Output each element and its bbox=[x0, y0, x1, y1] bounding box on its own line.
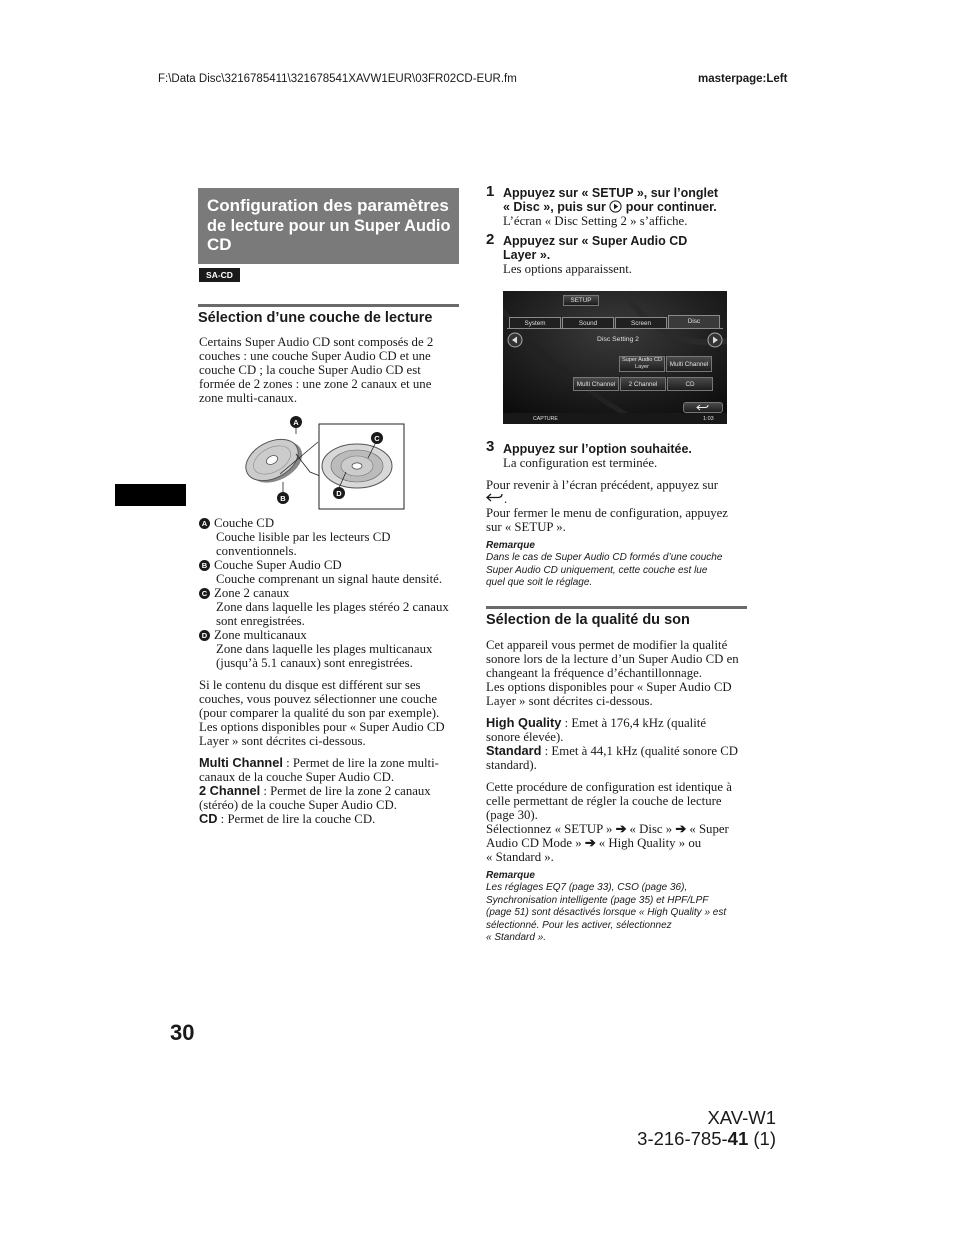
text-line: formée de 2 zones : une zone 2 canaux et une bbox=[199, 377, 432, 391]
step-1 bbox=[503, 186, 718, 228]
arrow-icon: ➔ bbox=[675, 821, 687, 836]
legend-title: Couche Super Audio CD bbox=[214, 558, 342, 572]
step-text: « Disc », puis sur bbox=[503, 200, 610, 214]
path-text: « Disc » bbox=[626, 822, 676, 836]
step-2-number: 2 bbox=[486, 231, 495, 248]
sacd-layer-label bbox=[619, 357, 665, 370]
legend-item bbox=[199, 558, 449, 586]
step-2-instruction: Appuyez sur « Super Audio CD bbox=[503, 234, 688, 248]
text-line: changeant la fréquence d’échantillonnage. bbox=[486, 666, 703, 680]
part-number-suffix: (1) bbox=[748, 1128, 776, 1149]
legend-marker: B bbox=[199, 560, 210, 571]
step-3-number: 3 bbox=[486, 438, 495, 455]
disc-side-view bbox=[240, 431, 309, 491]
arrow-icon: ➔ bbox=[615, 821, 627, 836]
legend-title: Couche CD bbox=[214, 516, 275, 530]
legend-marker: C bbox=[199, 588, 210, 599]
legend-list bbox=[199, 516, 449, 670]
step-2-instruction: Layer ». bbox=[503, 248, 551, 262]
path-text: Audio CD Mode » bbox=[486, 836, 585, 850]
setup-label: SETUP bbox=[570, 297, 592, 304]
legend-desc: Zone dans laquelle les plages stéréo 2 canaux bbox=[216, 600, 449, 614]
text-line: Si le contenu du disque est différent sur ses bbox=[199, 678, 421, 692]
option-cd bbox=[199, 812, 439, 826]
back-icon-line: . bbox=[486, 492, 728, 506]
legend-desc: (jusqu’à 5.1 canaux) sont enregistrées. bbox=[216, 656, 413, 670]
option-text: : Emet à 176,4 kHz (qualité bbox=[561, 716, 707, 730]
note-1-title: Remarque bbox=[486, 540, 535, 551]
part-number-prefix: 3-216-785- bbox=[637, 1128, 728, 1149]
section-rule bbox=[486, 606, 747, 609]
file-path: F:\Data Disc\3216785411\321678541XAVW1EUR\03FR02CD-EUR.fm bbox=[158, 73, 517, 85]
layer-options bbox=[199, 756, 439, 826]
legend-marker: A bbox=[199, 518, 210, 529]
option-text: canaux de la couche Super Audio CD. bbox=[199, 770, 395, 784]
note-line: (page 51) sont désactivés lorsque « High Quality » est bbox=[486, 907, 727, 918]
note-line: quel que soit le réglage. bbox=[486, 577, 593, 588]
callout-c-label: C bbox=[374, 434, 380, 443]
text-line: Cette procédure de configuration est identique à bbox=[486, 780, 732, 794]
quality-options bbox=[486, 716, 738, 772]
option-high-quality bbox=[486, 716, 738, 730]
path-text: « Standard ». bbox=[486, 850, 554, 864]
selection-path bbox=[486, 822, 732, 836]
path-text: « Super bbox=[686, 822, 729, 836]
model-name: XAV-W1 bbox=[707, 1107, 776, 1128]
option-term: Standard bbox=[486, 743, 542, 758]
selection-path bbox=[486, 836, 732, 850]
screen-heading: Disc Setting 2 bbox=[597, 336, 639, 343]
note-2 bbox=[486, 882, 726, 945]
option-text: : Permet de lire la zone 2 canaux bbox=[260, 784, 431, 798]
tab-screen-label: Screen bbox=[631, 320, 651, 327]
option-text: : Permet de lire la couche CD. bbox=[217, 812, 376, 826]
text-line: Les options disponibles pour « Super Audio CD bbox=[199, 720, 445, 734]
option-text: : Emet à 44,1 kHz (qualité sonore CD bbox=[541, 744, 738, 758]
quality-paragraph bbox=[486, 638, 739, 708]
tab-sound-label: Sound bbox=[578, 320, 598, 327]
text-line: Pour fermer le menu de configuration, appuyez bbox=[486, 506, 728, 520]
intro-paragraph bbox=[199, 335, 433, 405]
part-number bbox=[560, 1128, 776, 1150]
tab-disc-label: Disc bbox=[687, 318, 701, 325]
option-multi-channel bbox=[199, 756, 439, 770]
arrow-icon: ➔ bbox=[584, 835, 596, 850]
clock-display: 1:03 bbox=[703, 416, 714, 422]
callout-d-label: D bbox=[336, 489, 342, 498]
step-2-result: Les options apparaissent. bbox=[503, 262, 633, 276]
text-line: Layer » sont décrites ci-dessous. bbox=[199, 734, 366, 748]
tab-underline bbox=[507, 328, 723, 329]
option-text: (stéréo) de la couche Super Audio CD. bbox=[199, 798, 397, 812]
legend-marker: D bbox=[199, 630, 210, 641]
text-line: couche CD ; la couche Super Audio CD est bbox=[199, 363, 421, 377]
legend-desc: conventionnels. bbox=[216, 544, 297, 558]
note-line: « Standard ». bbox=[486, 932, 547, 943]
option-term: Multi Channel bbox=[199, 755, 283, 770]
text-line: celle permettant de régler la couche de lecture bbox=[486, 794, 722, 808]
text-line: (pour comparer la qualité du son par exemple). bbox=[199, 706, 440, 720]
tab-system-label: System bbox=[524, 320, 546, 327]
text-line: Cet appareil vous permet de modifier la qualité bbox=[486, 638, 728, 652]
step-3 bbox=[503, 442, 692, 470]
step-2 bbox=[503, 234, 687, 276]
capture-label: CAPTURE bbox=[533, 416, 558, 422]
sacd-layer-label-line: Layer bbox=[635, 363, 649, 370]
step-3-result: La configuration est terminée. bbox=[503, 456, 658, 470]
path-text: Sélectionnez « SETUP » bbox=[486, 822, 616, 836]
callout-a-label: A bbox=[293, 418, 299, 427]
side-tab-marker bbox=[115, 484, 186, 506]
masterpage-label: masterpage:Left bbox=[698, 73, 788, 85]
option-standard bbox=[486, 744, 738, 758]
note-line: Super Audio CD uniquement, cette couche est lue bbox=[486, 564, 708, 576]
text-line: Certains Super Audio CD sont composés de 2 bbox=[199, 335, 434, 349]
text-line: Pour revenir à l’écran précédent, appuyez sur bbox=[486, 478, 719, 492]
note-1 bbox=[486, 552, 722, 590]
note-2-title: Remarque bbox=[486, 870, 535, 881]
note-line: Dans le cas de Super Audio CD formés d’une couche bbox=[486, 552, 723, 563]
return-paragraph bbox=[486, 478, 728, 534]
procedure-paragraph bbox=[486, 780, 732, 864]
disc-top-view bbox=[322, 444, 392, 488]
legend-item bbox=[199, 516, 449, 558]
path-text: « High Quality » ou bbox=[595, 836, 702, 850]
disc-setting-screen bbox=[503, 291, 727, 424]
option-term: 2 Channel bbox=[199, 783, 261, 798]
option-term: High Quality bbox=[486, 715, 562, 730]
chapter-title-line: CD bbox=[207, 235, 232, 254]
legend-desc: sont enregistrées. bbox=[216, 614, 305, 628]
sacd-layer-value-label: Multi Channel bbox=[669, 361, 709, 368]
legend-desc: Couche lisible par les lecteurs CD bbox=[216, 530, 391, 544]
option-2-channel-label: 2 Channel bbox=[628, 381, 658, 388]
legend-desc: Couche comprenant un signal haute densité. bbox=[216, 572, 443, 586]
section-title: Sélection d’une couche de lecture bbox=[198, 310, 433, 326]
legend-title: Zone multicanaux bbox=[214, 628, 307, 642]
legend-item bbox=[199, 628, 449, 670]
note-line: Les réglages EQ7 (page 33), CSO (page 36), bbox=[486, 882, 688, 893]
sacd-layer-label-line: Super Audio CD bbox=[621, 357, 663, 363]
option-text: sonore élevée). bbox=[486, 730, 564, 744]
chapter-title bbox=[198, 188, 459, 264]
step-1-result: L’écran « Disc Setting 2 » s’affiche. bbox=[503, 214, 688, 228]
step-1-number: 1 bbox=[486, 183, 495, 200]
section-2-title: Sélection de la qualité du son bbox=[486, 612, 690, 628]
note-line: Synchronisation intelligente (page 35) et HPF/LPF bbox=[486, 894, 709, 906]
text-line: couches, vous pouvez sélectionner une couche bbox=[199, 692, 438, 706]
chapter-title-line: Configuration des paramètres bbox=[207, 196, 449, 215]
section-rule bbox=[198, 304, 459, 307]
option-multi-channel-label: Multi Channel bbox=[576, 381, 616, 388]
option-cd-label: CD bbox=[685, 381, 695, 388]
option-2-channel bbox=[199, 784, 439, 798]
step-3-instruction: Appuyez sur l’option souhaitée. bbox=[503, 442, 692, 456]
callout-b-label: B bbox=[280, 494, 286, 503]
legend-item bbox=[199, 586, 449, 628]
part-number-bold: 41 bbox=[727, 1128, 749, 1149]
text-line: couches : une couche Super Audio CD et une bbox=[199, 349, 431, 363]
step-text: pour continuer. bbox=[622, 200, 717, 214]
note-line: sélectionné. Pour les activer, sélectionnez bbox=[486, 919, 672, 931]
legend-title: Zone 2 canaux bbox=[214, 586, 290, 600]
back-arrow-icon bbox=[696, 403, 710, 412]
text-line: zone multi-canaux. bbox=[199, 391, 298, 405]
next-page-icon[interactable] bbox=[707, 332, 723, 348]
layer-paragraph bbox=[199, 678, 445, 748]
text-line: sonore lors de la lecture d’un Super Audio CD en bbox=[486, 652, 739, 666]
chapter-title-line: de lecture pour un Super Audio bbox=[207, 215, 451, 235]
step-1-instruction bbox=[503, 200, 718, 214]
page-number: 30 bbox=[170, 1020, 195, 1045]
disc-layer-diagram bbox=[240, 412, 410, 512]
step-1-instruction: Appuyez sur « SETUP », sur l’onglet bbox=[503, 186, 719, 200]
text-line: Les options disponibles pour « Super Audio CD bbox=[486, 680, 732, 694]
text-line: Layer » sont décrites ci-dessous. bbox=[486, 694, 653, 708]
option-term: CD bbox=[199, 811, 218, 826]
text-line: (page 30). bbox=[486, 808, 538, 822]
sacd-badge: SA-CD bbox=[199, 268, 240, 282]
next-arrow-icon bbox=[609, 200, 622, 213]
option-text: standard). bbox=[486, 758, 537, 772]
back-icon bbox=[486, 492, 504, 504]
text-line: sur « SETUP ». bbox=[486, 520, 566, 534]
legend-desc: Zone dans laquelle les plages multicanaux bbox=[216, 642, 433, 656]
option-text: : Permet de lire la zone multi- bbox=[282, 756, 439, 770]
prev-page-icon[interactable] bbox=[507, 332, 523, 348]
